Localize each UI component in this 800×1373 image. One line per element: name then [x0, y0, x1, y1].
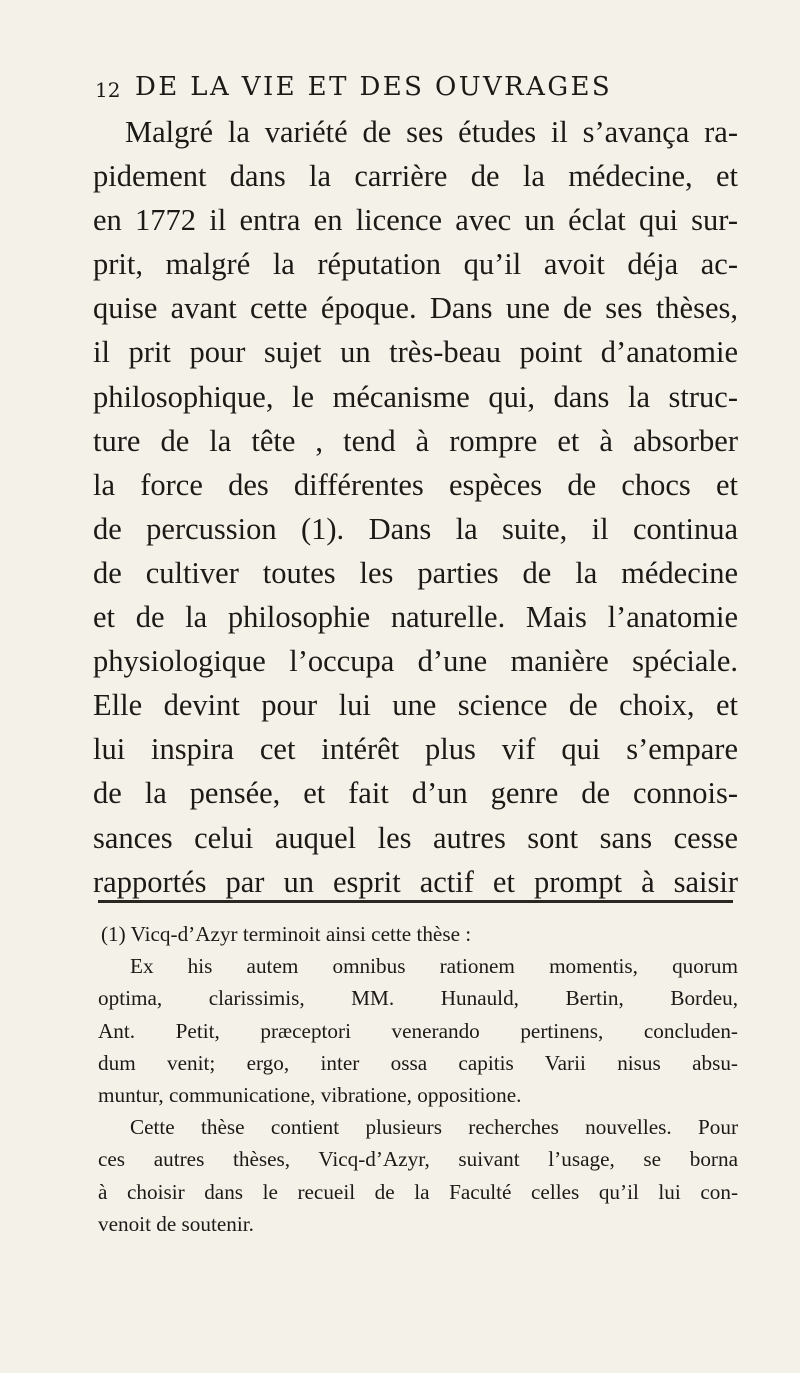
- body-line: prit, malgré la réputation qu’il avoit déja ac-: [93, 247, 738, 282]
- footnote-line: ces autres thèses, Vicq-d’Azyr, suivant l’usage, se borna: [98, 1147, 738, 1172]
- main-paragraph: [93, 110, 738, 904]
- body-line: de percussion (1). Dans la suite, il continua: [93, 511, 738, 546]
- body-line: Elle devint pour lui une science de choix, et: [93, 688, 738, 723]
- body-line: de la pensée, et fait d’un genre de connois-: [93, 776, 738, 811]
- footnote-line: (1) Vicq-d’Azyr terminoit ainsi cette thèse :: [101, 922, 472, 946]
- footnote-line: venoit de soutenir.: [98, 1211, 254, 1236]
- footnote-line: muntur, communicatione, vibratione, oppositione.: [98, 1082, 522, 1107]
- body-line: et de la philosophie naturelle. Mais l’anatomie: [93, 600, 738, 635]
- body-line: quise avant cette époque. Dans une de ses thèses,: [93, 291, 738, 326]
- footnote-line: dum venit; ergo, inter ossa capitis Varii nisus absu-: [98, 1050, 738, 1075]
- body-line: physiologique l’occupa d’une manière spéciale.: [93, 644, 738, 679]
- body-line: sances celui auquel les autres sont sans cesse: [93, 820, 738, 855]
- body-line: philosophique, le mécanisme qui, dans la struc-: [93, 379, 738, 414]
- body-line: il prit pour sujet un très-beau point d’anatomie: [93, 335, 738, 370]
- footnote-line: optima, clarissimis, MM. Hunauld, Bertin, Bordeu,: [98, 986, 738, 1011]
- body-line: lui inspira cet intérêt plus vif qui s’empare: [93, 732, 738, 767]
- footnote-line: à choisir dans le recueil de la Faculté celles qu’il lui con-: [98, 1179, 738, 1204]
- footnote-separator-rule: [98, 900, 733, 903]
- body-line: la force des différentes espèces de chocs et: [93, 467, 738, 502]
- footnote-line: Ex his autem omnibus rationem momentis, quorum: [130, 954, 738, 979]
- footnote-line: Ant. Petit, præceptori venerando pertinens, concluden-: [98, 1018, 738, 1043]
- footnote: [98, 918, 738, 1240]
- body-line: en 1772 il entra en licence avec un éclat qui sur-: [93, 203, 738, 238]
- body-line: pidement dans la carrière de la médecine, et: [93, 159, 738, 194]
- body-line: rapportés par un esprit actif et prompt à saisir: [93, 864, 738, 899]
- body-line: ture de la tête , tend à rompre et à absorber: [93, 423, 738, 458]
- body-line: de cultiver toutes les parties de la médecine: [93, 555, 738, 590]
- body-line: Malgré la variété de ses études il s’avança ra-: [125, 115, 738, 149]
- footnote-line: Cette thèse contient plusieurs recherches nouvelles. Pour: [130, 1115, 738, 1140]
- page-number: 12: [95, 78, 121, 102]
- running-title: DE LA VIE ET DES OUVRAGES: [135, 72, 613, 102]
